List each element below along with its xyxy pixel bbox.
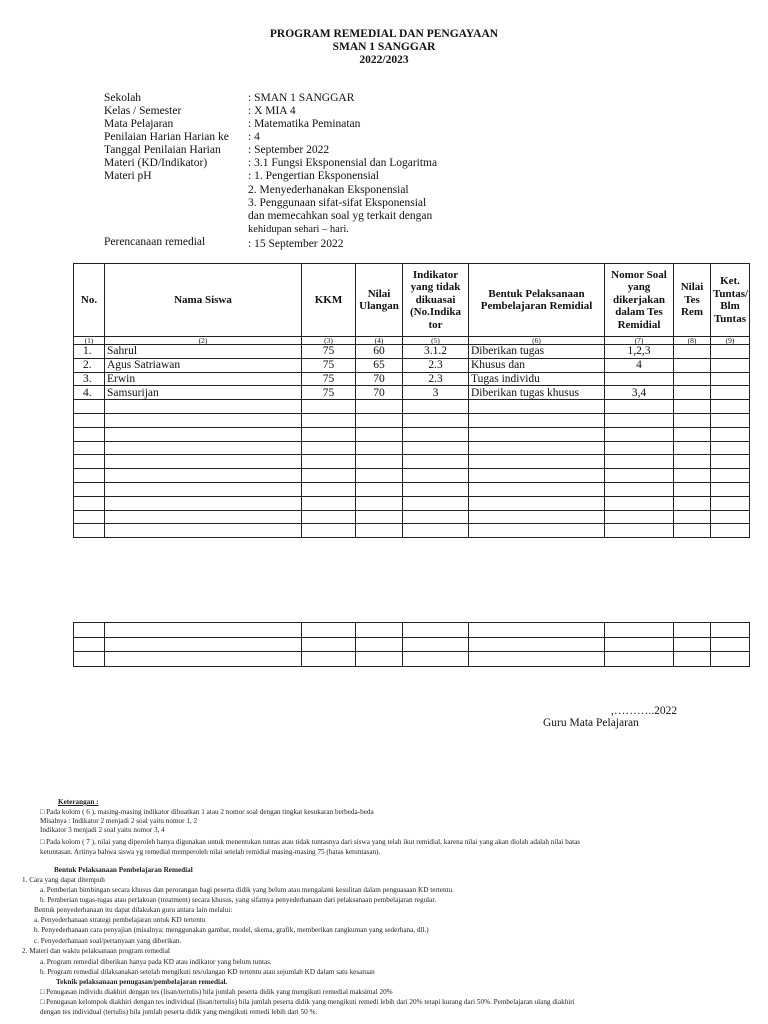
section-bentuk: Bentuk Pelaksanaan Pembelajaran Remedial [54,866,193,874]
table-cell [105,427,302,441]
table-cell [356,469,403,483]
table-row [74,469,750,483]
doc-title: PROGRAM REMEDIAL DAN PENGAYAAN [269,28,499,40]
info-label: Mata Pelajaran [104,118,174,130]
table-cell [403,623,469,638]
info-label: Penilaian Harian Harian ke [104,131,229,143]
table-cell: Sahrul [105,345,302,359]
table-cell [105,652,302,667]
table-cell [469,469,605,483]
column-number: (6) [469,337,605,345]
materi-item-2: 2. Menyederhanakan Eksponensial [248,184,409,196]
table-cell [74,427,105,441]
table-cell: Agus Satriawan [105,358,302,372]
table-cell [469,637,605,652]
note-2: □ Pada kolom ( 7 ), nilai yang diperoleh hanya digunakan untuk menentukan tuntas atau tidak tuntasnya dari siswa yang telah ikut remidial, karena nilai yang akan diolah adalah nilai batas [40,838,581,846]
column-header: Nilai Ulangan [356,264,403,337]
table-cell [674,427,711,441]
table-cell: 4 [605,358,674,372]
table-cell [469,455,605,469]
table-cell [711,482,750,496]
table-cell [356,510,403,524]
list-1b: b. Pemberian tugas-tugas atau perlakuan (treatment) secara khusus, yang sifatnya penyederhanaan dari pelaksanaan pembelajaran regular. [40,896,437,904]
doc-school: SMAN 1 SANGGAR [332,41,436,53]
table-cell [403,482,469,496]
column-number: (4) [356,337,403,345]
table-cell [302,623,356,638]
table-cell [605,455,674,469]
table-cell [674,469,711,483]
table-row [74,413,750,427]
table-cell [674,510,711,524]
table-cell [605,652,674,667]
table-cell [302,524,356,538]
signature-role: Guru Mata Pelajaran [543,717,639,729]
table-cell: 75 [302,386,356,400]
info-label: Materi pH [104,170,152,182]
column-header: KKM [302,264,356,337]
table-cell [356,427,403,441]
table-cell [711,496,750,510]
table-cell [674,413,711,427]
table-cell [302,413,356,427]
table-row [74,441,750,455]
table-cell [356,413,403,427]
table-row [74,510,750,524]
table-cell: 3.1.2 [403,345,469,359]
table-column-numbers [74,337,750,345]
table-cell: 60 [356,345,403,359]
table-cell [469,413,605,427]
table-cell [403,400,469,414]
table-cell [302,496,356,510]
table-cell [711,372,750,386]
table-cell [302,652,356,667]
table-cell [711,469,750,483]
table-cell: 3,4 [605,386,674,400]
column-number: (7) [605,337,674,345]
table-cell [403,637,469,652]
table-cell [403,652,469,667]
table-cell: Khusus dan [469,358,605,372]
table-cell [711,413,750,427]
perencanaan-value: : 15 September 2022 [248,238,344,250]
table-row [74,524,750,538]
table-cell: Tugas individu [469,372,605,386]
column-header: Nilai Tes Rem [674,264,711,337]
table-cell [674,652,711,667]
table-cell [105,496,302,510]
column-number: (1) [74,337,105,345]
table-cell [711,455,750,469]
table-cell [711,400,750,414]
table-cell [605,623,674,638]
table-cell [356,400,403,414]
table-cell [105,482,302,496]
table-cell [105,637,302,652]
table-cell: 70 [356,386,403,400]
table-cell [711,427,750,441]
table-cell [74,441,105,455]
table-cell [605,441,674,455]
table-cell [105,524,302,538]
table-cell: 1,2,3 [605,345,674,359]
table-cell [674,345,711,359]
note-1: □ Pada kolom ( 6 ), masing-masing indikator dibuatkan 1 atau 2 nomor soal dengan tingkat kesukaran berbeda-beda [40,808,374,816]
table-cell [302,510,356,524]
table-cell [105,510,302,524]
table-cell [605,524,674,538]
materi-item-3: 3. Penggunaan sifat-sifat Eksponensial [248,197,427,209]
table-cell: Diberikan tugas khusus [469,386,605,400]
list-2b: b. Program remedial dilaksanakan setelah mengikuti tes/ulangan KD tertentu atau sejumlah KD dalam satu kesatuan [40,968,375,976]
table-cell [74,510,105,524]
list-2a: a. Program remedial diberikan hanya pada KD atau indikator yang belum tuntas. [40,958,272,966]
table-cell: 1. [74,345,105,359]
table-cell [302,427,356,441]
table-cell: 65 [356,358,403,372]
table-cell [711,510,750,524]
extra-table-row [74,652,750,667]
table-cell [74,469,105,483]
table-cell [302,482,356,496]
table-cell [711,652,750,667]
list-1: 1. Cara yang dapat ditempuh [22,876,105,884]
table-row [74,427,750,441]
table-cell [105,455,302,469]
table-cell [403,413,469,427]
info-value: : X MIA 4 [248,105,296,117]
table-cell [356,441,403,455]
table-cell [74,524,105,538]
info-label: Materi (KD/Indikator) [104,157,208,169]
table-cell: 4. [74,386,105,400]
table-cell [356,455,403,469]
table-row [74,345,750,359]
table-cell [711,345,750,359]
extra-table [73,622,750,667]
table-cell [674,623,711,638]
table-header-row [74,264,750,337]
column-number: (3) [302,337,356,345]
notes-heading: Keterangan : [58,798,99,806]
info-label: Tanggal Penilaian Harian [104,144,221,156]
table-cell [105,413,302,427]
table-cell [711,386,750,400]
column-header: No. [74,264,105,337]
table-cell [403,496,469,510]
doc-year: 2022/2023 [359,54,409,66]
column-header: Nomor Soal yang dikerjakan dalam Tes Remidial [605,264,674,337]
table-cell [469,427,605,441]
remedial-table [73,263,750,538]
table-cell: Samsurijan [105,386,302,400]
table-cell [302,400,356,414]
column-number: (8) [674,337,711,345]
info-label: Kelas / Semester [104,105,182,117]
extra-table-row [74,623,750,638]
table-cell [605,372,674,386]
table-cell: 2.3 [403,372,469,386]
table-cell [74,637,105,652]
table-cell [674,358,711,372]
table-cell [74,496,105,510]
table-cell [605,400,674,414]
table-row [74,455,750,469]
table-cell [674,637,711,652]
table-cell [674,455,711,469]
table-cell: Erwin [105,372,302,386]
teknik-1: □ Penugasan individu diakhiri dengan tes (lisan/tertulis) bila jumlah peserta didik yang mengikuti remedial maksimal 20% [40,988,393,996]
info-value: : 3.1 Fungsi Eksponensial dan Logaritma [248,157,438,169]
list-1a: a. Pemberian bimbingan secara khusus dan perorangan bagi peserta didik yang belum atau mengalami kesulitan dalam penguasaan KD tertentu. [40,886,454,894]
info-value: : SMAN 1 SANGGAR [248,92,355,104]
table-cell: 75 [302,372,356,386]
table-cell [605,469,674,483]
table-cell [74,455,105,469]
table-cell [302,441,356,455]
info-value: : 1. Pengertian Eksponensial [248,170,379,182]
table-cell [674,441,711,455]
table-cell [711,623,750,638]
info-label: Sekolah [104,92,142,104]
perencanaan-label: Perencanaan remedial [104,236,206,248]
table-cell [74,482,105,496]
table-cell [674,524,711,538]
table-cell [711,637,750,652]
table-cell [469,482,605,496]
column-number: (2) [105,337,302,345]
signature-date: ,………..2022 [611,705,678,717]
extra-table-row [74,637,750,652]
table-cell: 75 [302,345,356,359]
info-value: : Matematika Peminatan [248,118,361,130]
column-header: Nama Siswa [105,264,302,337]
column-header: Indikator yang tidak dikuasai (No.Indika tor [403,264,469,337]
table-cell [356,623,403,638]
table-row [74,496,750,510]
info-value: : 4 [248,131,260,143]
table-cell [105,400,302,414]
table-cell [74,400,105,414]
column-header: Bentuk Pelaksanaan Pembelajaran Remidial [469,264,605,337]
column-number: (9) [711,337,750,345]
table-cell [711,524,750,538]
table-cell [105,441,302,455]
note-1-example: Misalnya : Indikator 2 menjadi 2 soal yaitu nomor 1, 2 [40,817,198,825]
note-2-cont: ketuntasan. Artinya bahwa siswa yg remedial memperoleh nilai setelah remidial masing-masing 75 (batas ketuntasan). [40,848,381,856]
table-cell [674,386,711,400]
list-1f: c. Penyederhanaan soal/pertanyaan yang diberikan. [34,937,182,945]
materi-item-3-end: kehidupan sehari – hari. [248,224,349,235]
table-cell: 3 [403,386,469,400]
column-header: Ket. Tuntas/ Blm Tuntas [711,264,750,337]
table-cell: 3. [74,372,105,386]
table-cell [356,496,403,510]
table-cell [74,623,105,638]
table-cell [469,510,605,524]
list-2: 2. Materi dan waktu pelaksanaan program remedial [22,947,170,955]
note-1-example-2: Indikator 3 menjadi 2 soal yaitu nomor 3, 4 [40,826,165,834]
table-cell: Diberikan tugas [469,345,605,359]
table-row [74,386,750,400]
table-cell [674,372,711,386]
list-1e: b. Penyederhanaan cara penyajian (misalnya: menggunakan gambar, model, skema, grafik, memberikan rangkuman yang sederhana, dll.) [34,926,429,934]
table-cell [469,623,605,638]
column-number: (5) [403,337,469,345]
table-row [74,372,750,386]
table-row [74,358,750,372]
table-cell: 75 [302,358,356,372]
table-cell [403,510,469,524]
table-cell: 70 [356,372,403,386]
teknik-3: dengan tes individual (tertulis) bila jumlah peserta didik yang mengikuti remedi lebih dari 50 %. [40,1008,318,1016]
teknik-2: □ Penugasan kelompok diakhiri dengan tes individual (lisan/tertulis) bila jumlah peserta didik yang mengikuti remedi lebih dari 20% tetapi kurang dari 50%. Pembelajaran ulang diakhiri [40,998,575,1006]
table-cell [674,482,711,496]
list-1d: a. Penyederhanaan strategi pembelajaran untuk KD tertentu [34,916,206,924]
table-cell [711,358,750,372]
table-cell [605,510,674,524]
section-teknik: Teknik pelaksanaan penugasan/pembelajaran remedial. [56,978,228,986]
table-cell [356,637,403,652]
info-value: : September 2022 [248,144,330,156]
table-cell [711,441,750,455]
table-cell [403,524,469,538]
table-cell: 2. [74,358,105,372]
table-cell [469,652,605,667]
table-cell [105,469,302,483]
table-cell [356,482,403,496]
table-cell [356,524,403,538]
table-cell: 2.3 [403,358,469,372]
table-cell [674,496,711,510]
table-cell [302,469,356,483]
table-cell [469,441,605,455]
table-cell [605,496,674,510]
table-cell [302,637,356,652]
table-row [74,482,750,496]
table-cell [674,400,711,414]
table-cell [403,469,469,483]
table-cell [605,413,674,427]
table-cell [74,413,105,427]
table-cell [403,455,469,469]
table-row [74,400,750,414]
table-cell [302,455,356,469]
table-cell [403,441,469,455]
table-cell [74,652,105,667]
materi-item-3-cont: dan memecahkan soal yg terkait dengan [248,210,433,222]
table-cell [105,623,302,638]
table-cell [605,427,674,441]
list-1c: Bentuk penyederhanaan itu dapat dilakukan guru antara lain melalui: [34,906,233,914]
table-cell [605,482,674,496]
table-cell [403,427,469,441]
table-cell [469,400,605,414]
table-cell [605,637,674,652]
table-cell [469,496,605,510]
table-cell [469,524,605,538]
table-cell [356,652,403,667]
